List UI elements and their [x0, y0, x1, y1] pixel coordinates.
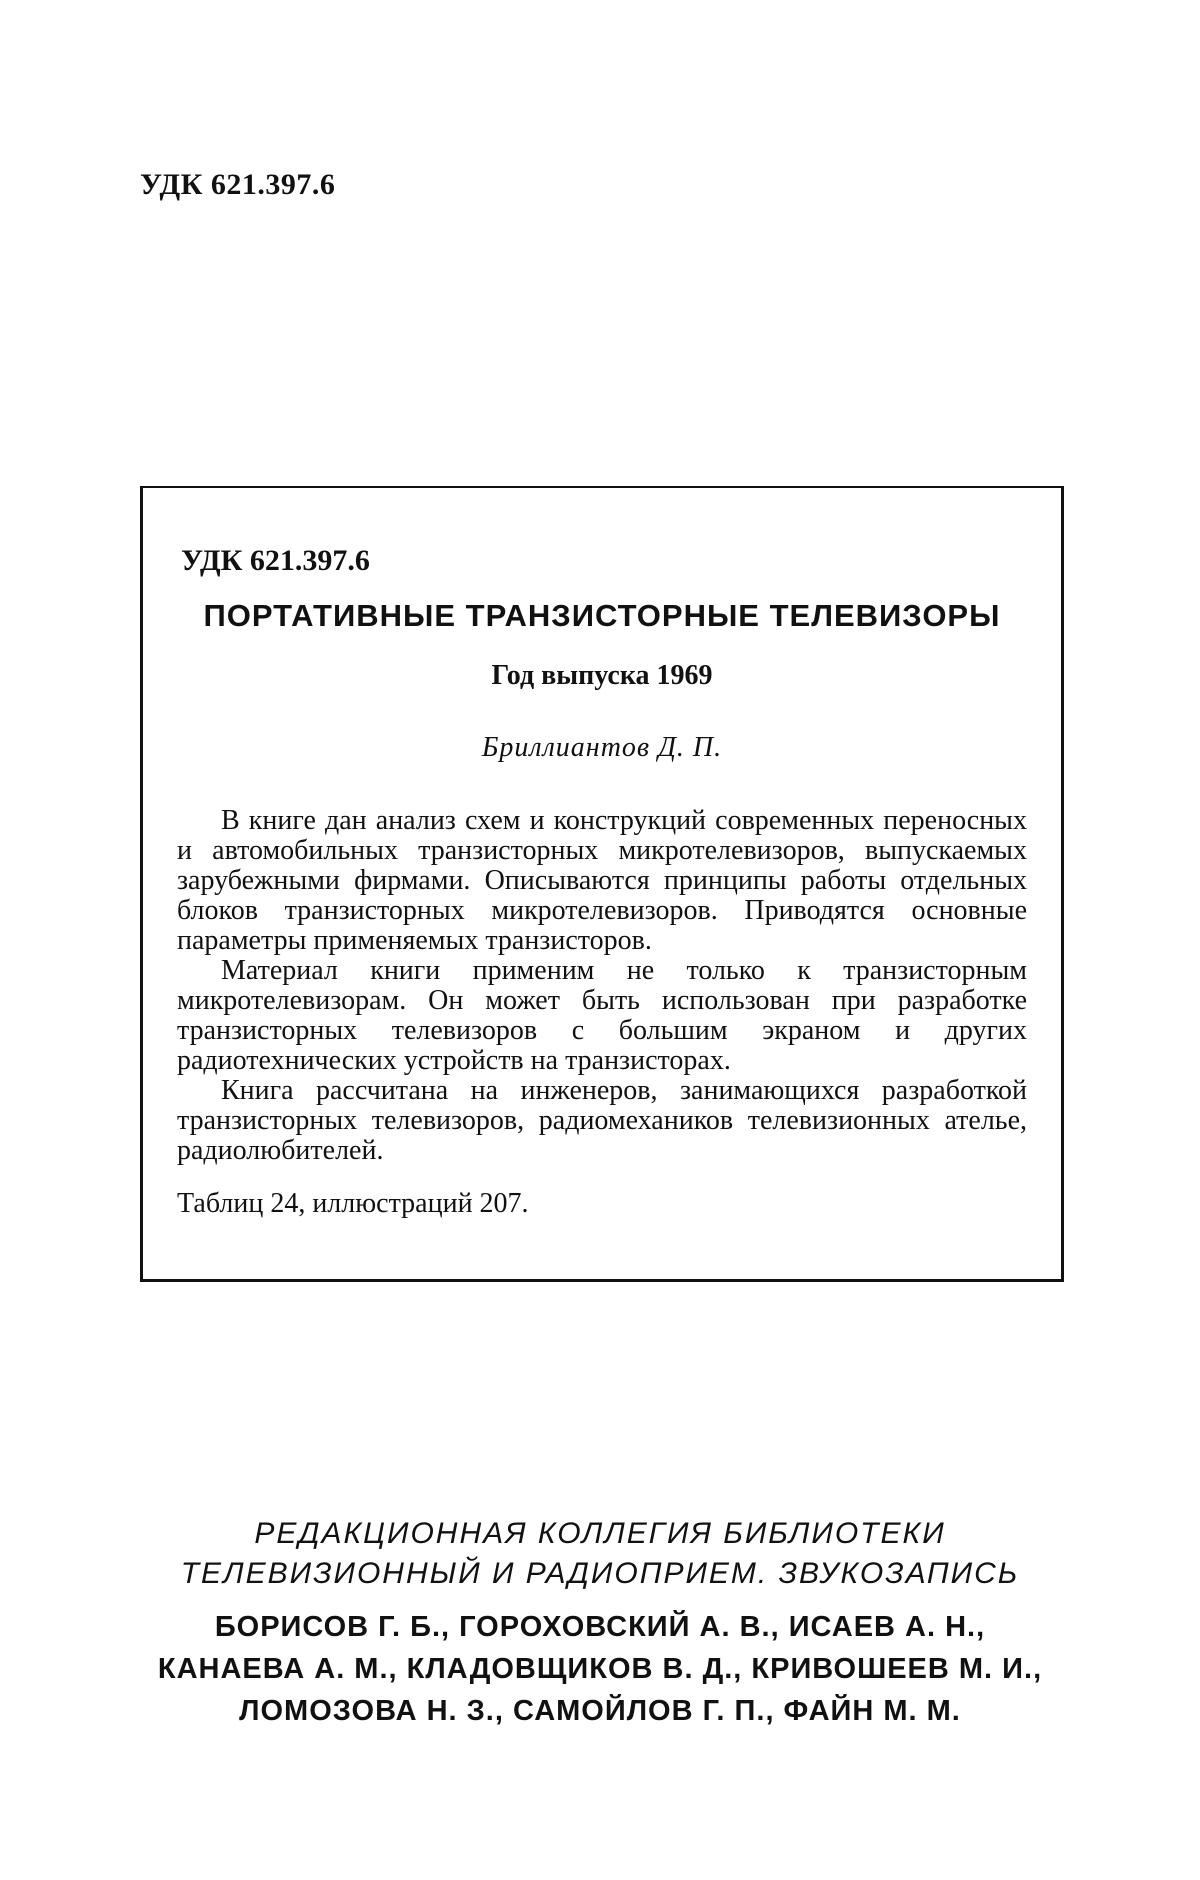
book-title: ПОРТАТИВНЫЕ ТРАНЗИСТОРНЫЕ ТЕЛЕВИЗОРЫ — [203, 598, 1001, 633]
card-udk-code: УДК 621.397.6 — [181, 544, 370, 577]
publication-year: Год выпуска 1969 — [491, 660, 713, 691]
book-stats: Таблиц 24, иллюстраций 207. — [177, 1188, 529, 1219]
board-members-line: БОРИСОВ Г. Б., ГОРОХОВСКИЙ А. В., ИСАЕВ А. Н., — [214, 1611, 986, 1643]
abstract-paragraph: Материал книги применим не только к транзисторным микротелевизорам. Он может быть использован при разработке транзисторных телевизоров с большим экраном и других радиотехнических устройств на транзисторах. — [177, 955, 1027, 1076]
board-members-line: ЛОМОЗОВА Н. З., САМОЙЛОВ Г. П., ФАЙН М. М. — [239, 1695, 961, 1727]
editorial-board-members — [0, 1606, 1200, 1732]
editorial-board-heading — [0, 1514, 1200, 1594]
book-abstract — [177, 806, 1027, 1166]
udk-code-top: УДК 621.397.6 — [140, 168, 336, 201]
catalog-card — [140, 486, 1064, 1282]
board-members-line: КАНАЕВА А. М., КЛАДОВЩИКОВ В. Д., КРИВОШЕЕВ М. И., — [157, 1653, 1043, 1685]
board-heading-line: ТЕЛЕВИЗИОННЫЙ И РАДИОПРИЕМ. ЗВУКОЗАПИСЬ — [180, 1557, 1020, 1590]
abstract-paragraph: В книге дан анализ схем и конструкций современных переносных и автомобильных транзисторных микротелевизоров, выпускаемых зарубежными фирмами. Описываются принципы работы отдельных блоков транзисторных микротелевизоров. Приводятся основные параметры применяемых транзисторов. — [177, 805, 1027, 956]
board-heading-line: РЕДАКЦИОННАЯ КОЛЛЕГИЯ БИБЛИОТЕКИ — [254, 1517, 946, 1550]
book-author: Бриллиантов Д. П. — [481, 732, 723, 763]
abstract-paragraph: Книга рассчитана на инженеров, занимающихся разработкой транзисторных телевизоров, радиомехаников телевизионных ателье, радиолюбителей. — [177, 1075, 1027, 1166]
